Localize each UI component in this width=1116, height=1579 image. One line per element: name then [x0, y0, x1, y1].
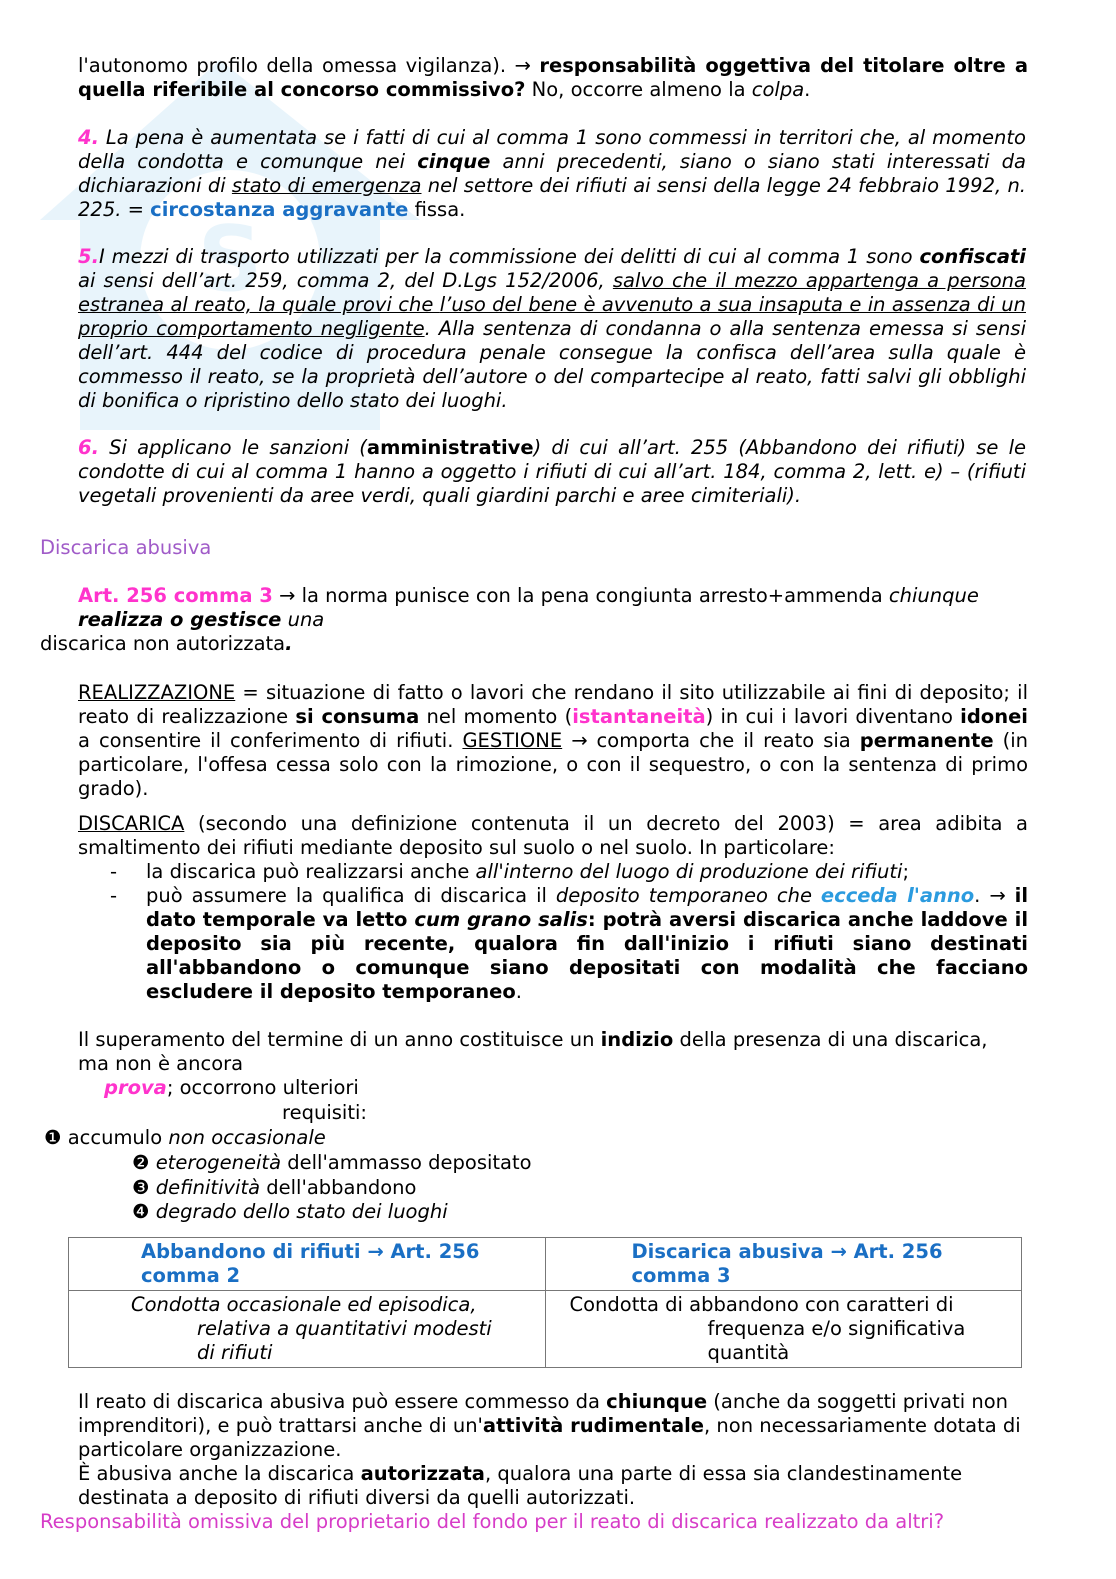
bullet-item-deposito-temporaneo: può assumere la qualifica di discarica il deposito temporaneo che ecceda l'anno. → il dato temporale va letto cum grano salis: potrà aversi discarica anche laddove il deposito sia più recente, qualora fin dall'inizio i rifiuti siano destinati all'abbandono o comunque siano depositati con modalità che facciano escludere il deposito temporaneo. — [146, 884, 1029, 1003]
number-badge: ❹ — [132, 1200, 150, 1223]
table-row — [69, 1291, 1022, 1368]
requirement-item-1: ❶ accumulo non occasionale — [44, 1126, 326, 1149]
svg-text:S: S — [197, 207, 263, 312]
article-reference-line: Art. 256 comma 3 → la norma punisce con la pena congiunta arresto+ammenda chiunque — [78, 584, 979, 607]
comparison-table — [68, 1237, 1022, 1368]
requirement-item-2: ❷ eterogeneità dell'ammasso depositato — [132, 1151, 532, 1174]
article-reference-line-3: discarica non autorizzata. — [40, 632, 293, 655]
table-header-row — [69, 1238, 1022, 1291]
paragraph-superamento-line-2: ma non è ancora — [78, 1052, 244, 1075]
number-badge: ❸ — [132, 1176, 150, 1199]
bullet-dash: - — [110, 884, 118, 907]
paragraph-superamento-line-3: prova; occorrono ulteriori — [104, 1076, 359, 1099]
paragraph-superamento-line-1: Il superamento del termine di un anno costituisce un indizio della presenza di una discarica, — [78, 1028, 988, 1051]
section-heading-discarica-abusiva: Discarica abusiva — [40, 536, 212, 559]
paragraph-comma-6: 6. Si applicano le sanzioni (amministrative) di cui all’art. 255 (Abbandono dei rifiuti) se le condotte di cui al comma 1 hanno a oggetto i rifiuti di cui all’art. 184, comma 2, lett. e) – (rifiuti vegetali provenienti da aree verdi, quali giardini parchi e aree cimiteriali). — [78, 436, 1026, 507]
comma-number: 6. — [78, 436, 99, 459]
comma-number: 5. — [78, 245, 99, 268]
paragraph-comma-5: 5.I mezzi di trasporto utilizzati per la commissione dei delitti di cui al comma 1 sono confiscati ai sensi dell’art. 259, comma 2, del D.Lgs 152/2006, salvo che il mezzo appartenga a persona estranea al reato, la quale provi che l’uso del bene è avvenuto a sua insaputa e in assenza di un proprio comportamento negligente. Alla sentenza di condanna o alla sentenza emessa si sensi dell’art. 444 del codice di procedura penale consegue la confisca dell’area sulla quale è commesso il reato, se la proprietà dell’autore o del compartecipe al reato, fatti salvi gli obblighi di bonifica o ripristino dello stato dei luoghi. — [78, 245, 1026, 412]
bullet-item-luogo-produzione: la discarica può realizzarsi anche all'interno del luogo di produzione dei rifiuti; — [146, 860, 910, 883]
paragraph-superamento-line-4: requisiti: — [282, 1101, 367, 1124]
table-header-discarica: Discarica abusiva → Art. 256 comma 3 — [545, 1238, 1022, 1291]
article-reference-line-2: realizza o gestisce una — [78, 608, 325, 631]
section-heading-responsabilita-omissiva: Responsabilità omissiva del proprietario del fondo per il reato di discarica realizzato da altri? — [40, 1510, 945, 1533]
table-header-abbandono: Abbandono di rifiuti → Art. 256 comma 2 — [69, 1238, 546, 1291]
number-badge: ❶ — [44, 1126, 62, 1149]
paragraph-realizzazione-gestione: REALIZZAZIONE = situazione di fatto o lavori che rendano il sito utilizzabile ai fini di deposito; il reato di realizzazione si consuma nel momento (istantaneità) in cui i lavori diventano idonei a consentire il conferimento di rifiuti. GESTIONE → comporta che il reato sia permanente (in particolare, l'offesa cessa solo con la rimozione, o con il sequestro, o con la sentenza di primo grado). — [78, 681, 1028, 800]
requirement-item-3: ❸ definitività dell'abbandono — [132, 1176, 417, 1199]
bullet-dash: - — [110, 860, 118, 883]
paragraph-comma-4: 4. La pena è aumentata se i fatti di cui al comma 1 sono commessi in territori che, al momento della condotta e comunque nei cinque anni precedenti, siano o siano stati interessati da dichiarazioni di stato di emergenza nel settore dei rifiuti ai sensi della legge 24 febbraio 1992, n. 225. = circostanza aggravante fissa. — [78, 126, 1027, 221]
paragraph-discarica-definizione: DISCARICA (secondo una definizione contenuta il un decreto del 2003) = area adibita a smaltimento dei rifiuti mediante deposito sul suolo o nel suolo. In particolare: — [78, 812, 1028, 859]
paragraph-omessa-vigilanza: l'autonomo profilo della omessa vigilanza). → responsabilità oggettiva del titolare oltre a quella riferibile al concorso commissivo? No, occorre almeno la colpa. — [78, 54, 1028, 101]
table-cell-discarica: Condotta di abbandono con caratteri di frequenza e/o significativa quantità — [545, 1291, 1022, 1368]
comma-number: 4. — [78, 126, 99, 149]
paragraph-chiunque: Il reato di discarica abusiva può essere commesso da chiunque (anche da soggetti privati non imprenditori), e può trattarsi anche di un'attività rudimentale, non necessariamente dotata di particolare organizzazione. — [78, 1390, 1021, 1461]
table-cell-abbandono: Condotta occasionale ed episodica, relativa a quantitativi modesti di rifiuti — [69, 1291, 546, 1368]
paragraph-autorizzata: È abusiva anche la discarica autorizzata, qualora una parte di essa sia clandestinamente destinata a deposito di rifiuti diversi da quelli autorizzati. — [78, 1462, 963, 1509]
number-badge: ❷ — [132, 1151, 150, 1174]
requirement-item-4: ❹ degrado dello stato dei luoghi — [132, 1200, 448, 1223]
